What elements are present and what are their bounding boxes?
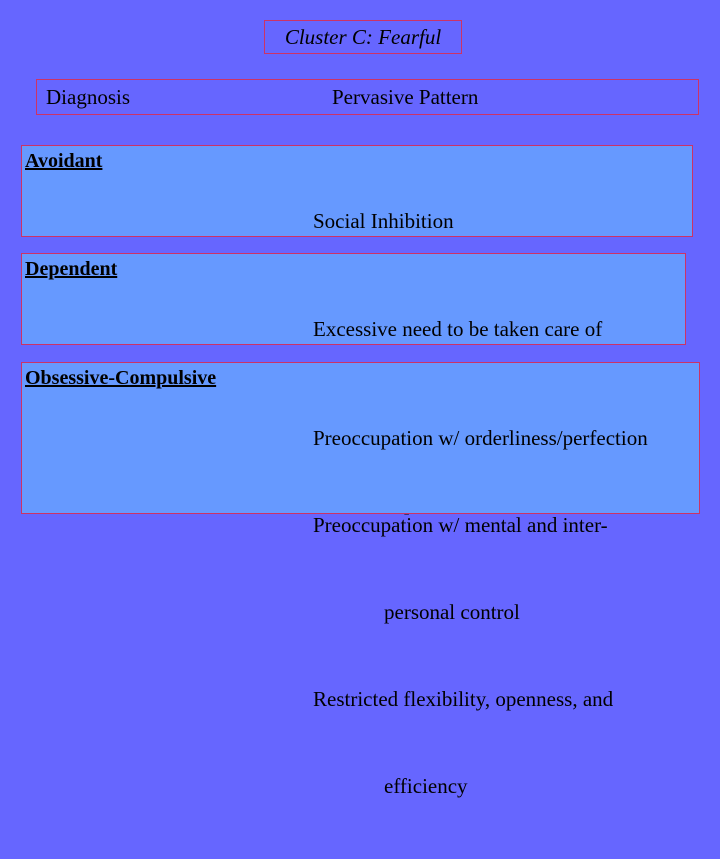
pattern-line: Excessive need to be taken care of bbox=[313, 317, 603, 341]
pattern-line: Social Inhibition bbox=[313, 209, 454, 233]
diagnosis-label: Dependent bbox=[25, 258, 118, 280]
diagnosis-label: Obsessive-Compulsive bbox=[25, 367, 217, 389]
pattern-line: Restricted flexibility, openness, and bbox=[313, 687, 614, 711]
pattern-header: Pervasive Pattern bbox=[332, 85, 479, 109]
diagnosis-label: Avoidant bbox=[25, 150, 103, 172]
diagnosis-header: Diagnosis bbox=[46, 85, 130, 109]
column-header-bar bbox=[36, 79, 699, 115]
pattern-line: personal control bbox=[384, 600, 520, 624]
slide-title-text: Cluster C: Fearful bbox=[284, 24, 442, 49]
slide-title bbox=[264, 20, 462, 54]
pattern-line: efficiency bbox=[384, 774, 468, 798]
pattern-line: Preoccupation w/ orderliness/perfection bbox=[313, 426, 648, 450]
pattern-line: Preoccupation w/ mental and inter- bbox=[313, 513, 608, 537]
pattern-lines bbox=[313, 366, 648, 859]
